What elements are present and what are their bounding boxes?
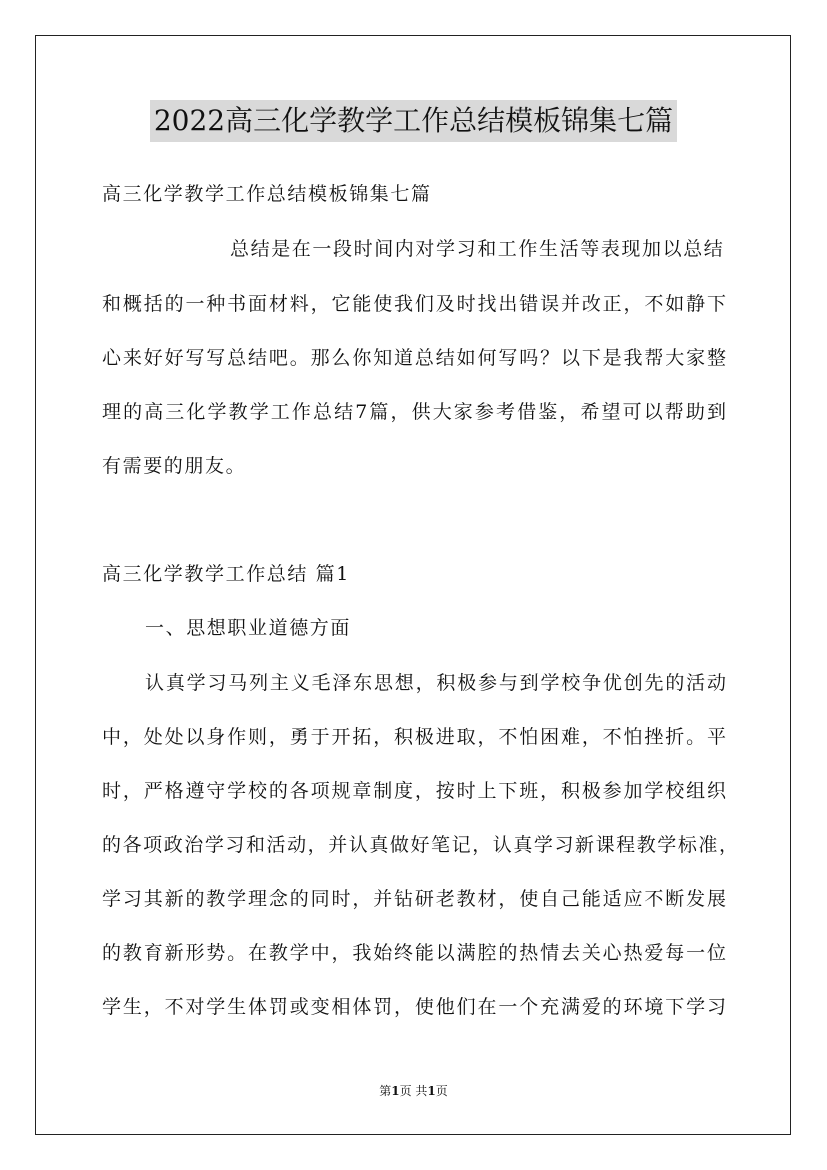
intro-line: 心来好好写写总结吧。那么你知道总结如何写吗？以下是我帮大家整 [102,347,726,369]
body-line: 学习其新的教学理念的同时，并钻研老教材，使自己能适应不断发展 [102,888,726,910]
page-footer [0,1083,827,1099]
title-container [0,100,827,142]
body-line: 认真学习马列主义毛泽东思想，积极参与到学校争优创先的活动 [145,672,726,694]
body-line: 的教育新形势。在教学中，我始终能以满腔的热情去关心热爱每一位 [102,942,726,964]
footer-page-suffix: 页 [435,1084,448,1098]
document-title: 2022高三化学教学工作总结模板锦集七篇 [150,100,677,142]
intro-line: 有需要的朋友。 [102,455,247,477]
body-line: 时，严格遵守学校的各项规章制度，按时上下班，积极参加学校组织 [102,780,726,802]
body-line: 的各项政治学习和活动，并认真做好笔记，认真学习新课程教学标准， [102,834,738,856]
body-line: 学生，不对学生体罚或变相体罚，使他们在一个充满爱的环境下学习 [102,996,726,1018]
intro-line: 和概括的一种书面材料，它能使我们及时找出错误并改正，不如静下 [102,293,726,315]
footer-page-current: 1 [391,1084,400,1098]
section-heading: 高三化学教学工作总结 篇1 [102,563,350,585]
body-line: 中，处处以身作则，勇于开拓，积极进取，不怕困难，不怕挫折。平 [102,726,726,748]
footer-page-prefix: 第 [379,1084,392,1098]
document-subtitle: 高三化学教学工作总结模板锦集七篇 [102,183,432,205]
footer-page-mid: 页 共 [399,1084,428,1098]
intro-line: 理的高三化学教学工作总结7篇，供大家参考借鉴，希望可以帮助到 [102,401,726,423]
intro-line: 总结是在一段时间内对学习和工作生活等表现加以总结 [230,238,725,260]
footer-page-total: 1 [427,1084,436,1098]
subsection-heading: 一、思想职业道德方面 [145,617,352,639]
